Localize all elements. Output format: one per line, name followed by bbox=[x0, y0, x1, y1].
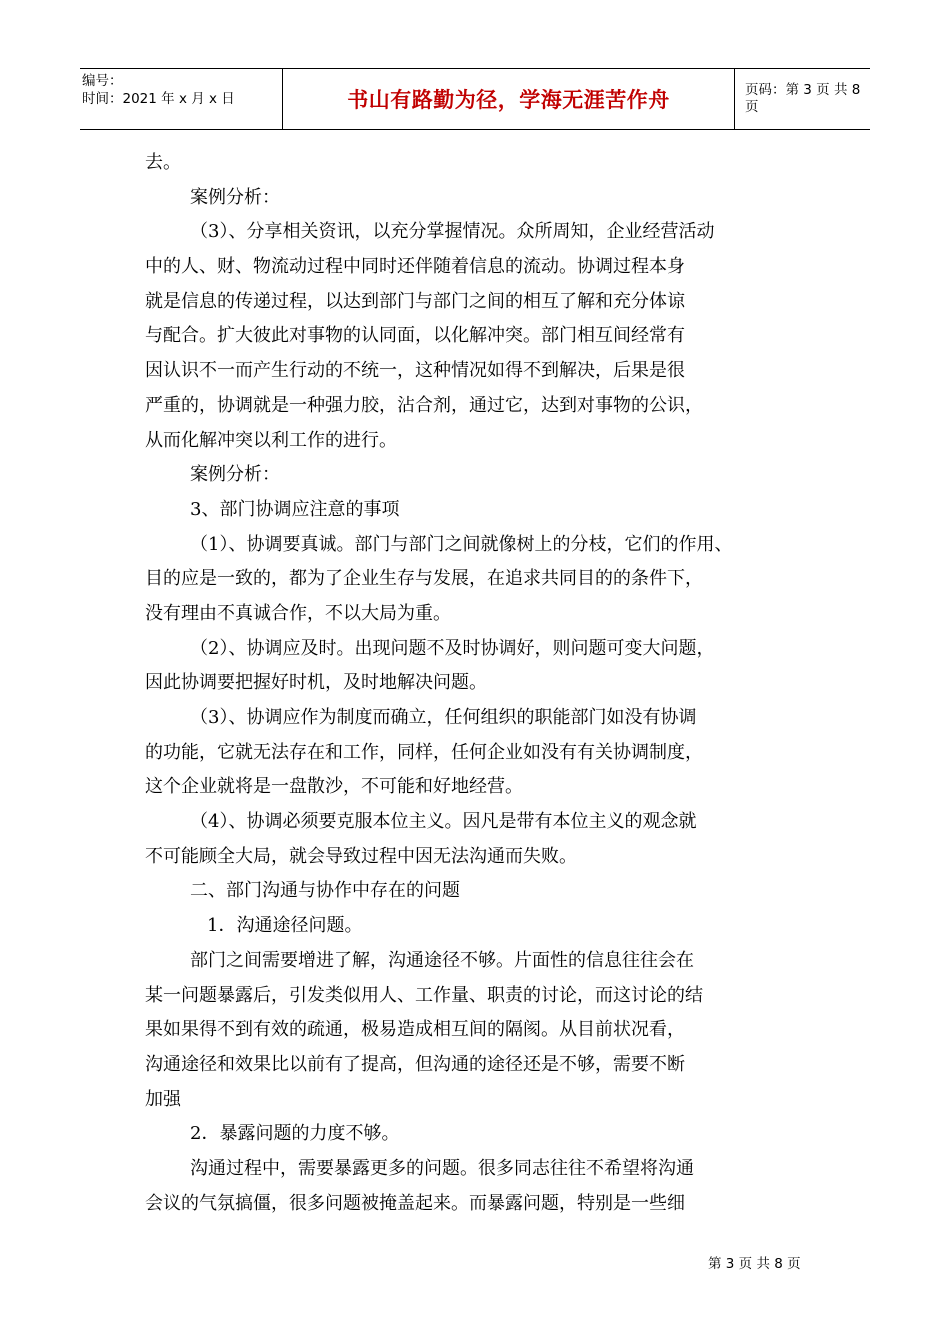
page-header bbox=[80, 68, 870, 130]
text-line: （4）、协调必须要克服本位主义。因凡是带有本位主义的观念就 bbox=[190, 811, 697, 833]
header-motto-cell bbox=[283, 69, 735, 129]
text-line: 与配合。扩大彼此对事物的认同面，以化解冲突。部门相互间经常有 bbox=[145, 325, 685, 347]
text-line: （3）、协调应作为制度而确立，任何组织的职能部门如没有协调 bbox=[190, 707, 697, 728]
text-line: 因此协调要把握好时机，及时地解决问题。 bbox=[145, 672, 487, 694]
text-line: 二、部门沟通与协作中存在的问题 bbox=[190, 880, 460, 902]
text-line: 案例分析： bbox=[190, 464, 280, 486]
page-footer: 第 3 页 共 8 页 bbox=[708, 1256, 801, 1272]
text-line: 案例分析： bbox=[190, 186, 280, 208]
doc-number-label: 编号： bbox=[82, 73, 123, 89]
text-line: （2）、协调应及时。出现问题不及时协调好，则问题可变大问题， bbox=[190, 637, 715, 659]
text-line: 加强 bbox=[145, 1088, 181, 1110]
text-line: 3、部门协调应注意的事项 bbox=[190, 498, 400, 520]
text-line: 的功能，它就无法存在和工作，同样，任何企业如没有有关协调制度， bbox=[145, 741, 703, 763]
text-line: 不可能顾全大局，就会导致过程中因无法沟通而失败。 bbox=[145, 845, 577, 867]
text-line: 某一问题暴露后，引发类似用人、工作量、职责的讨论，而这讨论的结 bbox=[145, 984, 703, 1006]
text-line: 部门之间需要增进了解，沟通途径不够。片面性的信息往往会在 bbox=[190, 949, 694, 971]
text-line: 目的应是一致的，都为了企业生存与发展，在追求共同目的的条件下， bbox=[145, 568, 703, 590]
header-motto: 书山有路勤为径，学海无涯苦作舟 bbox=[347, 88, 670, 112]
text-line: 去。 bbox=[145, 152, 181, 173]
text-line: 中的人、财、物流动过程中同时还伴随着信息的流动。协调过程本身 bbox=[145, 256, 685, 278]
text-line: （3）、分享相关资讯，以充分掌握情况。众所周知，企业经营活动 bbox=[190, 221, 715, 243]
header-meta-cell bbox=[80, 69, 283, 129]
text-line: 从而化解冲突以利工作的进行。 bbox=[145, 429, 397, 451]
text-line: 就是信息的传递过程，以达到部门与部门之间的相互了解和充分体谅 bbox=[145, 290, 685, 312]
text-line: 没有理由不真诚合作，不以大局为重。 bbox=[145, 602, 451, 624]
text-line: 2．暴露问题的力度不够。 bbox=[190, 1123, 400, 1145]
document-body bbox=[145, 146, 830, 1221]
header-page-number: 页码：第 3 页 共 8 页 bbox=[745, 82, 861, 115]
text-line: 严重的，协调就是一种强力胶，沾合剂，通过它，达到对事物的公识， bbox=[145, 394, 703, 416]
text-line: 沟通过程中，需要暴露更多的问题。很多同志往往不希望将沟通 bbox=[190, 1157, 694, 1179]
text-line: 这个企业就将是一盘散沙，不可能和好地经营。 bbox=[145, 776, 523, 798]
doc-time-label: 时间：2021 年 x 月 x 日 bbox=[82, 91, 235, 107]
text-line: 会议的气氛搞僵，很多问题被掩盖起来。而暴露问题，特别是一些细 bbox=[145, 1192, 685, 1214]
text-line: 果如果得不到有效的疏通，极易造成相互间的隔阂。从目前状况看， bbox=[145, 1019, 685, 1041]
text-line: （1）、协调要真诚。部门与部门之间就像树上的分枝，它们的作用、 bbox=[190, 533, 733, 555]
header-page-cell bbox=[735, 69, 870, 129]
text-line: 1．沟通途径问题。 bbox=[207, 915, 363, 937]
text-line: 沟通途径和效果比以前有了提高，但沟通的途径还是不够，需要不断 bbox=[145, 1053, 685, 1075]
text-line: 因认识不一而产生行动的不统一，这种情况如得不到解决，后果是很 bbox=[145, 360, 685, 382]
